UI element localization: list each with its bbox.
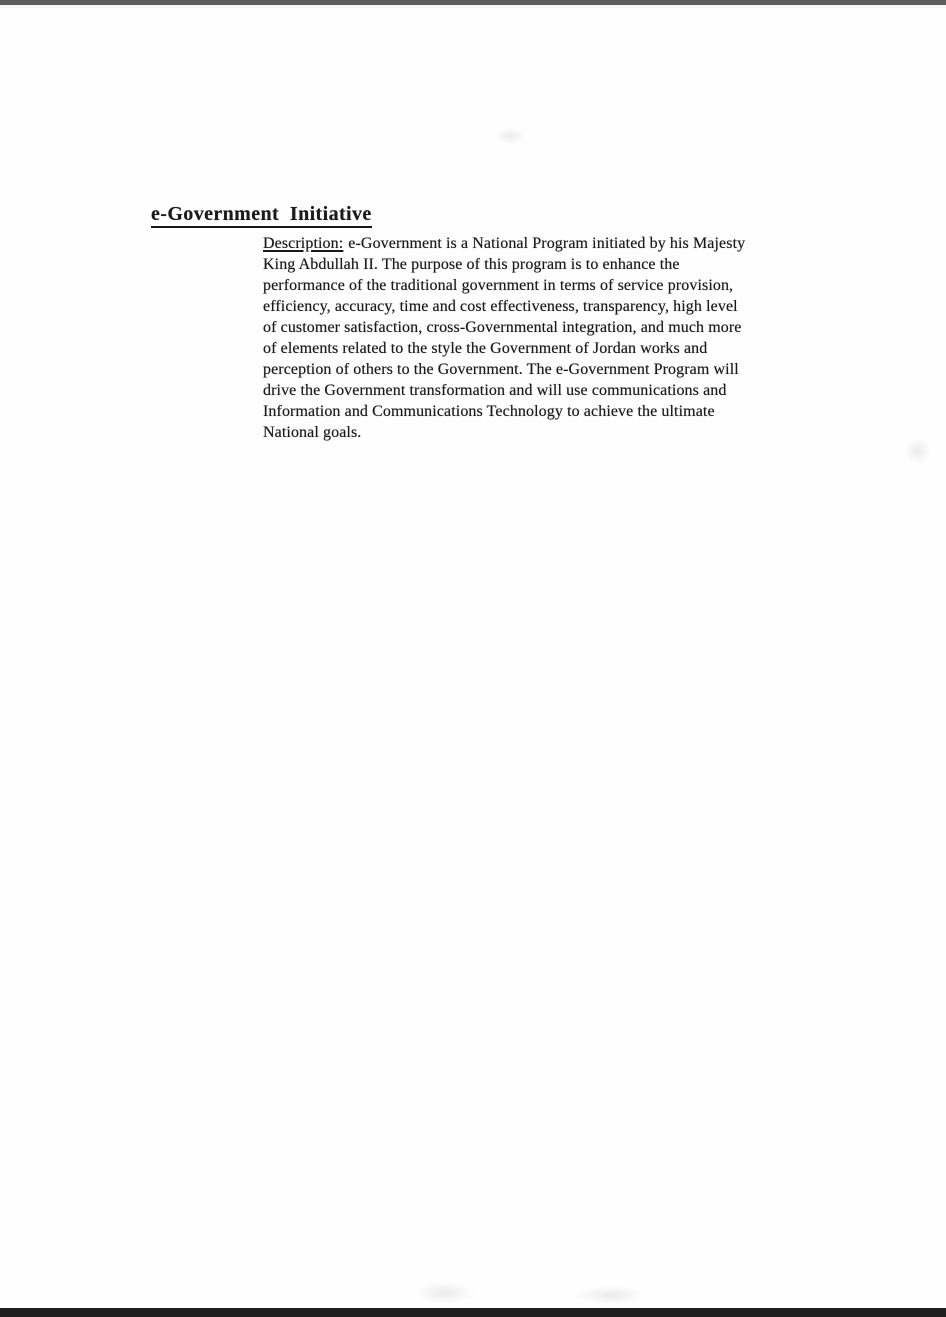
scan-smudge (575, 1286, 645, 1304)
paragraph-line: of elements related to the style the Government of Jordan works and (263, 340, 708, 357)
section-heading: e-Government Initiative (151, 203, 372, 228)
description-paragraph (263, 233, 831, 443)
paragraph-line: efficiency, accuracy, time and cost effectiveness, transparency, high level (263, 298, 738, 315)
paragraph-line: King Abdullah II. The purpose of this program is to enhance the (263, 256, 680, 273)
paragraph-line (263, 233, 831, 254)
scan-edge-bottom (0, 1308, 946, 1317)
scan-edge-top (0, 0, 946, 8)
paragraph-line-text: e-Government is a National Program initiated by his Majesty (348, 235, 746, 252)
scan-smudge (495, 128, 525, 144)
paragraph-line: of customer satisfaction, cross-Governmental integration, and much more (263, 319, 742, 336)
paragraph-line: drive the Government transformation and will use communications and (263, 382, 727, 399)
paragraph-line: Information and Communications Technology to achieve the ultimate (263, 403, 715, 420)
paragraph-line: perception of others to the Government. The e-Government Program will (263, 361, 739, 378)
document-content (151, 203, 831, 443)
scan-smudge (905, 438, 931, 464)
scan-smudge (415, 1282, 475, 1304)
paragraph-line: performance of the traditional government in terms of service provision, (263, 277, 734, 294)
description-label: Description: (263, 235, 344, 252)
paragraph-line: National goals. (263, 424, 362, 441)
